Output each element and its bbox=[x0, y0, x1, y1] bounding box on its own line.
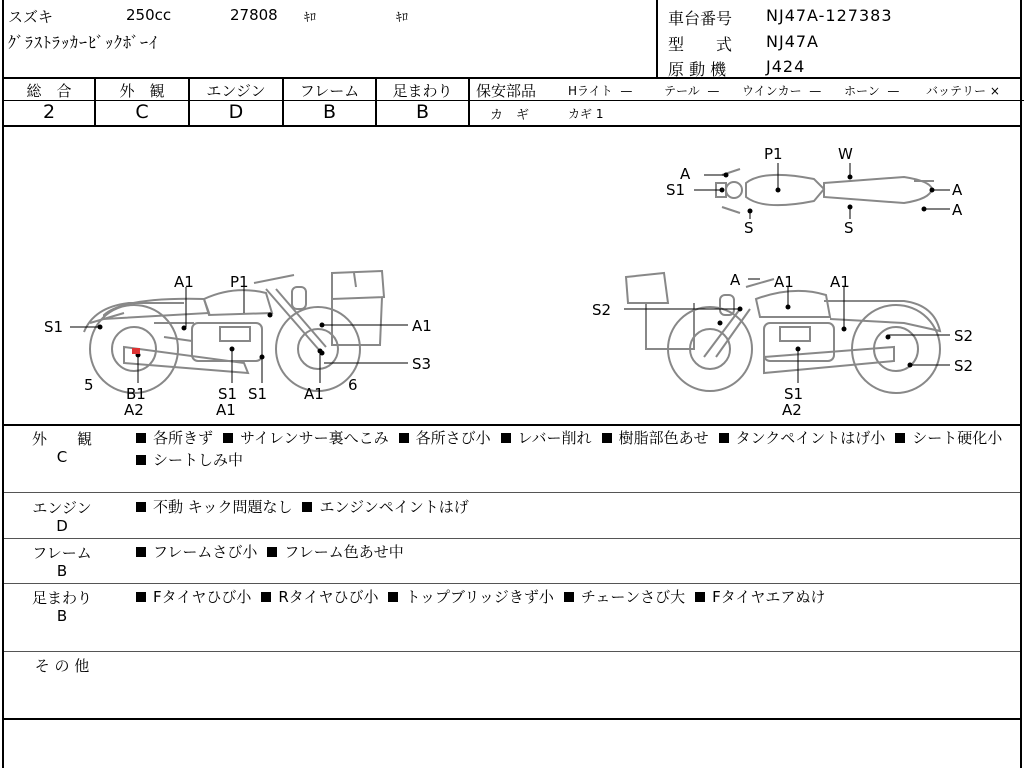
right-label-A: A bbox=[730, 271, 741, 289]
top-label-S1: S1 bbox=[666, 181, 686, 199]
grade-engine: D bbox=[228, 101, 244, 123]
mileage-unit-2: ｷﾛ bbox=[396, 10, 409, 24]
key-value: カギ 1 bbox=[568, 107, 604, 121]
grade-overall: 2 bbox=[42, 101, 56, 123]
left-label-P1: P1 bbox=[230, 273, 249, 291]
safety-item-battery: バッテリー × bbox=[926, 84, 1000, 98]
right-label-S2: S2 bbox=[592, 301, 612, 319]
grade-header-frame: フレーム bbox=[299, 82, 360, 100]
remark-label-frame: フレーム bbox=[32, 544, 92, 562]
remark-grade-suspension: B bbox=[56, 607, 68, 625]
left-label-A1-c: A1 bbox=[304, 385, 324, 403]
top-label-A-right: A bbox=[952, 181, 963, 199]
diagram-bottom-line bbox=[4, 424, 1020, 426]
note-item: Fタイヤエアぬけ bbox=[695, 588, 825, 606]
grade-header-suspension: 足まわり bbox=[392, 82, 453, 100]
left-label-A2: A2 bbox=[124, 401, 144, 419]
left-label-6: 6 bbox=[348, 376, 358, 394]
remark-label-suspension: 足まわり bbox=[31, 589, 92, 607]
safety-parts-label: 保安部品 bbox=[476, 82, 537, 100]
top-label-A-right-2: A bbox=[952, 201, 963, 219]
remark-grade-frame: B bbox=[56, 562, 68, 580]
frame-no: NJ47A-127383 bbox=[766, 6, 893, 25]
note-item: シート硬化小 bbox=[895, 429, 1002, 447]
safety-item-headlight: Hライト — bbox=[568, 84, 633, 98]
note-item: レバー削れ bbox=[501, 429, 592, 447]
right-side-bike-drawing bbox=[626, 273, 940, 393]
mileage-value: 27808 bbox=[230, 6, 278, 24]
note-item: 不動 キック問題なし bbox=[136, 498, 292, 516]
grade-suspension: B bbox=[415, 101, 430, 123]
note-item: Fタイヤひび小 bbox=[136, 588, 251, 606]
top-label-A: A bbox=[680, 165, 691, 183]
top-label-P1: P1 bbox=[764, 145, 783, 163]
safety-mid-line bbox=[470, 100, 1024, 101]
note-item: Rタイヤひび小 bbox=[261, 588, 378, 606]
remark-label-exterior: 外 観 bbox=[31, 430, 92, 448]
grade-exterior: C bbox=[135, 101, 149, 123]
right-label-A1: A1 bbox=[774, 273, 794, 291]
note-item: フレーム色あせ中 bbox=[267, 543, 403, 561]
grade-divider bbox=[468, 77, 470, 125]
mileage-unit: ｷﾛ bbox=[304, 10, 317, 24]
note-item: 各所きず bbox=[136, 429, 213, 447]
remark-label-engine: エンジン bbox=[32, 499, 92, 517]
header-divider bbox=[656, 0, 658, 78]
note-item: フレームさび小 bbox=[136, 543, 257, 561]
right-label-S2-c: S2 bbox=[954, 357, 974, 375]
grade-header-engine: エンジン bbox=[206, 82, 266, 100]
diagram-labels bbox=[44, 145, 973, 419]
grade-header-overall: 総 合 bbox=[26, 82, 72, 100]
engine-label: 原 動 機 bbox=[668, 60, 727, 79]
maker: スズキ bbox=[8, 8, 54, 26]
remark-notes-frame bbox=[136, 541, 414, 563]
left-label-B1: B1 bbox=[126, 385, 146, 403]
model-name: ｸﾞﾗｽﾄﾗｯｶｰﾋﾞｯｸﾎﾞｰｲ bbox=[8, 33, 159, 52]
note-item: トップブリッジきず小 bbox=[388, 588, 553, 606]
left-label-S1-b: S1 bbox=[218, 385, 238, 403]
safety-item-tail: テール — bbox=[664, 84, 720, 98]
right-label-S2-b: S2 bbox=[954, 327, 974, 345]
note-item: タンクペイントはげ小 bbox=[719, 429, 886, 447]
right-label-S1: S1 bbox=[784, 385, 804, 403]
remark-divider bbox=[4, 492, 1020, 493]
remark-notes-suspension bbox=[136, 586, 835, 608]
left-label-S3: S3 bbox=[412, 355, 432, 373]
other-bottom-line bbox=[4, 718, 1020, 720]
top-label-S: S bbox=[744, 219, 754, 237]
note-item: 各所さび小 bbox=[399, 429, 491, 447]
remark-divider bbox=[4, 538, 1020, 539]
top-view-bike-drawing bbox=[716, 169, 934, 213]
grade-frame: B bbox=[322, 101, 337, 123]
left-label-A1-b: A1 bbox=[216, 401, 236, 419]
note-item: 樹脂部色あせ bbox=[602, 429, 709, 447]
note-item: エンジンペイントはげ bbox=[302, 498, 468, 516]
note-item: サイレンサー裏へこみ bbox=[223, 429, 389, 447]
remark-notes-engine bbox=[136, 496, 479, 518]
right-label-A2: A2 bbox=[782, 401, 802, 419]
model-code: NJ47A bbox=[766, 32, 819, 51]
displacement: 250cc bbox=[126, 6, 172, 24]
left-label-S1: S1 bbox=[44, 318, 64, 336]
frame-no-label: 車台番号 bbox=[668, 9, 733, 28]
key-label: カ ギ bbox=[490, 108, 530, 123]
remark-divider bbox=[4, 651, 1020, 652]
damage-diagram bbox=[4, 127, 1022, 424]
remark-label-other: そ の 他 bbox=[34, 657, 90, 675]
inspection-sheet bbox=[2, 0, 1022, 768]
remark-divider bbox=[4, 583, 1020, 584]
safety-item-horn: ホーン — bbox=[844, 84, 900, 98]
note-item: チェーンさび大 bbox=[564, 588, 685, 606]
top-label-S-2: S bbox=[844, 219, 854, 237]
note-item: シートしみ中 bbox=[136, 451, 243, 469]
left-label-5: 5 bbox=[84, 376, 94, 394]
header-bottom-line bbox=[4, 77, 1020, 79]
left-label-A1-right: A1 bbox=[412, 317, 432, 335]
remark-grade-exterior: C bbox=[56, 448, 68, 466]
left-label-A1: A1 bbox=[174, 273, 194, 291]
model-code-label: 型 式 bbox=[668, 35, 733, 54]
safety-item-winker: ウインカー — bbox=[742, 84, 822, 98]
remark-grade-engine: D bbox=[56, 517, 68, 535]
red-marker bbox=[132, 348, 140, 354]
left-label-S1-c: S1 bbox=[248, 385, 268, 403]
remark-notes-exterior bbox=[136, 427, 1016, 471]
engine-code: J424 bbox=[766, 57, 806, 76]
right-label-A1-b: A1 bbox=[830, 273, 850, 291]
top-label-W: W bbox=[838, 145, 853, 163]
grade-header-exterior: 外 観 bbox=[119, 82, 165, 100]
